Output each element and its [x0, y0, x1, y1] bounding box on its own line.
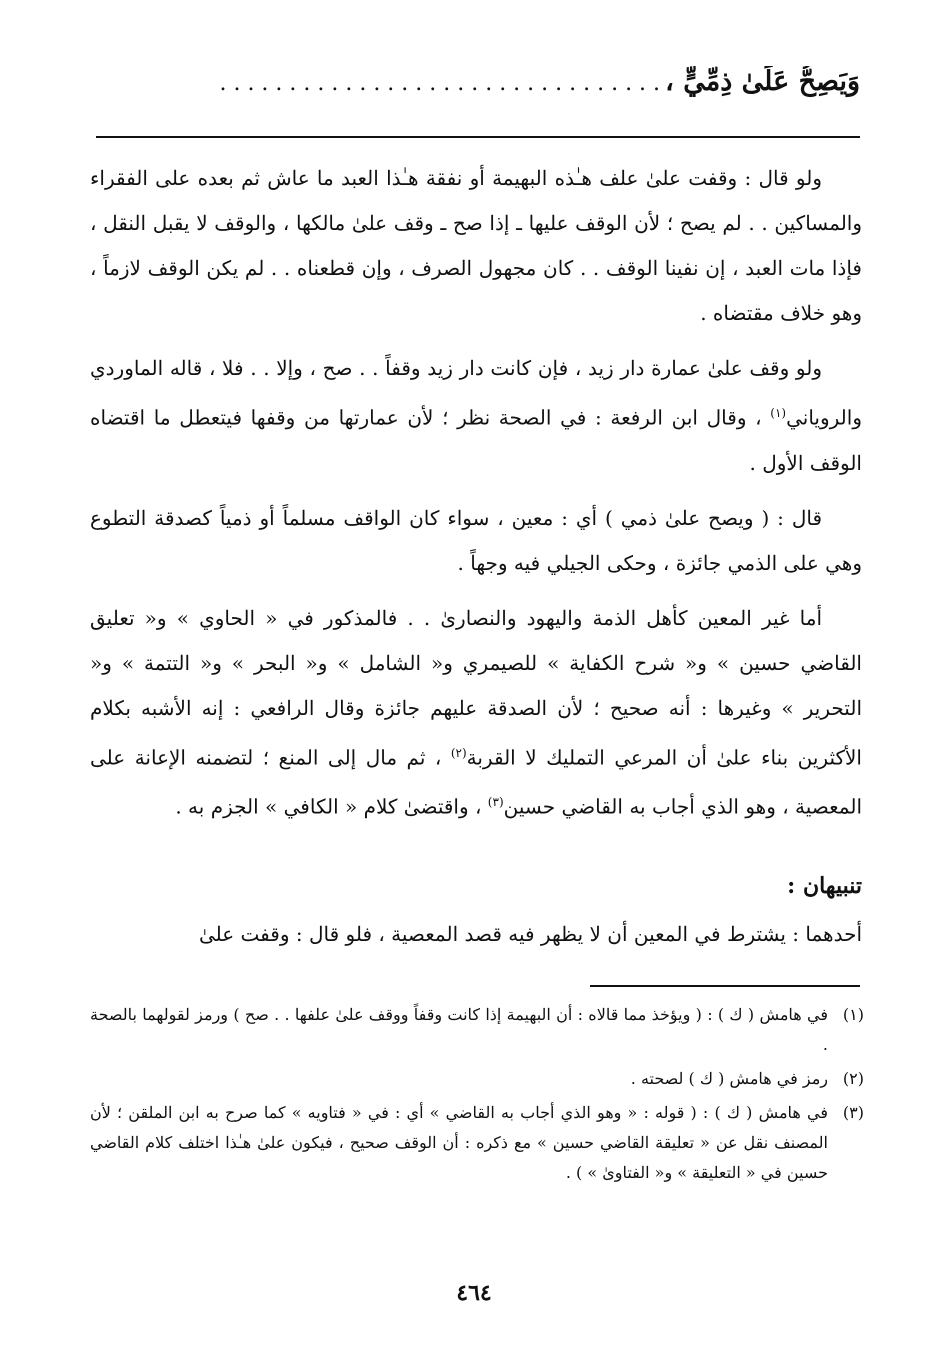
paragraph-text: ولو قال : وقفت علىٰ علف هـٰذه البهيمة أو نفقة هـٰذا العبد ما عاش ثم بعده على الفقراء والمساكين . . لم يصح ؛ لأن الوقف عليها ـ إذا صح ـ وقف علىٰ مالكها ، والوقف لا يقبل النقل ، فإذا مات العبد ، إن نفينا الوقف . . كان مجهول الصرف ، وإن قطعناه . . لم يكن الوقف لازماً ، وهو خلاف مقتضاه . — [90, 166, 863, 325]
running-header — [96, 66, 860, 126]
footnote-text: في هامش ( ك ) : ( ويؤخذ مما قالاه : أن البهيمة إذا كانت وقفاً ووقف علىٰ علفها . . صح ) ورمز لقولهما بالصحة . — [90, 1005, 828, 1054]
section-heading: تنبيهان : — [787, 873, 862, 899]
footnote-text: رمز في هامش ( ك ) لصحته . — [630, 1069, 828, 1088]
footnote — [90, 1000, 864, 1060]
footnote-ref: (٣) — [487, 795, 504, 810]
paragraph-text: ، ثم مال إلى المنع ؛ لتضمنه الإعانة على المعصية ، وهو الذي أجاب به القاضي حسين — [90, 745, 862, 819]
footnote-separator — [590, 985, 860, 987]
paragraph — [90, 156, 862, 336]
footnote — [90, 1098, 864, 1188]
header-title: وَيَصِحُّ عَلَىٰ ذِمِّيٍّ ، — [665, 66, 860, 97]
footnote-number: (١) — [842, 1005, 864, 1024]
footnote-text: في هامش ( ك ) : ( قوله : « وهو الذي أجاب به القاضي » أي : في « فتاويه » كما صرح به ابن الملقن ؛ لأن المصنف نقل عن « تعليقة القاضي حسين » مع ذكره : أن الوقف صحيح ، فيكون علىٰ هـٰذا اختلف كلام القاضي حسين في « التعليقة » و« الفتاوىٰ » ) . — [90, 1103, 828, 1182]
footnote-number: (٣) — [842, 1103, 864, 1122]
paragraph-text: أما غير المعين كأهل الذمة واليهود والنصارىٰ . . فالمذكور في « الحاوي » و« تعليق القاضي حسين » و« شرح الكفاية » للصيمري و« الشامل » و« البحر » و« التتمة » و« التحرير » وغيرها : أنه صحيح ؛ لأن الصدقة عليهم جائزة وقال الرافعي : إنه الأشبه بكلام الأكثرين بناء علىٰ أن المرعي التمليك لا القربة — [90, 605, 862, 770]
footnote — [90, 1064, 864, 1094]
paragraph-text: ، وقال ابن الرفعة : في الصحة نظر ؛ لأن عمارتها من وقفها فيتعطل ما اقتضاه الوقف الأول . — [90, 405, 862, 475]
paragraph — [90, 346, 862, 486]
header-rule — [96, 136, 860, 138]
paragraph-text: قال : ( ويصح علىٰ ذمي ) أي : معين ، سواء كان الواقف مسلماً أو ذمياً كصدقة التطوع وهي على الذمي جائزة ، وحكى الجيلي فيه وجهاً . — [90, 505, 862, 575]
paragraph — [90, 496, 862, 586]
header-dot-leader: . . . . . . . . . . . . . . . . . . . . . . . . . . . . . . . . — [219, 71, 661, 96]
paragraph-text: ، واقتضىٰ كلام « الكافي » الجزم به . — [175, 794, 488, 819]
page-number: ٤٦٤ — [456, 1280, 492, 1306]
footnote-number: (٢) — [842, 1069, 864, 1088]
paragraph-continued: أحدهما : يشترط في المعين أن لا يظهر فيه قصد المعصية ، فلو قال : وقفت علىٰ — [198, 922, 862, 946]
footnote-ref: (٢) — [450, 745, 467, 760]
main-text — [90, 156, 862, 840]
paragraph — [90, 596, 862, 830]
footnote-ref: (١) — [770, 406, 787, 420]
paragraph-text: ولو وقف علىٰ عمارة دار زيد ، فإن كانت دار زيد وقفاً . . صح ، وإلا . . فلا ، قاله الماوردي والروياني — [90, 356, 862, 430]
footnotes — [90, 1000, 864, 1192]
